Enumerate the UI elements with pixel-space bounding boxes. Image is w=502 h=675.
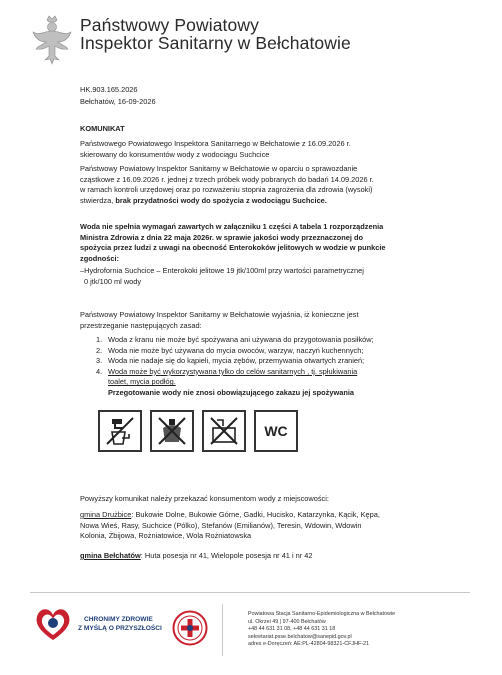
intro-line: Państwowego Powiatowego Inspektora Sanitarnego w Bełchatowie z 16.09.2026 r. bbox=[80, 139, 351, 148]
findings-line: Państwowy Powiatowy Inspektor Sanitarny w Bełchatowie w oparciu o sprawozdanie bbox=[80, 164, 358, 173]
rule-text: Woda nie może być używana do mycia owoców, warzyw, naczyń kuchennych; bbox=[108, 345, 364, 355]
footer-divider bbox=[30, 592, 470, 593]
footer-vertical-divider bbox=[222, 604, 223, 656]
gmina-belchatow-list bbox=[80, 551, 465, 562]
no-washing-icon bbox=[202, 410, 246, 452]
noncompliance-line: Ministra Zdrowia z dnia 22 maja 2026r. w sprawie jakości wody przeznaczonej do bbox=[80, 232, 363, 242]
intro-paragraph bbox=[80, 139, 440, 160]
rule4-line1: Woda może być wykorzystywana tylko do celów sanitarnych , tj. spłukiwania bbox=[108, 366, 358, 376]
eagle-emblem bbox=[30, 14, 74, 66]
noncompliance-block bbox=[80, 222, 450, 264]
footer-contact bbox=[248, 611, 478, 649]
boiling-note: Przegotowanie wody nie znosi obowiązującego zakazu jej spożywania bbox=[108, 387, 354, 397]
rule-item bbox=[96, 367, 456, 388]
sanepid-logo bbox=[172, 610, 208, 646]
header-title-line2: Inspektor Sanitarny w Bełchatowie bbox=[80, 33, 351, 53]
explanation-paragraph bbox=[80, 310, 450, 331]
reference-number: HK.903.165.2026 bbox=[80, 85, 138, 94]
explanation-line: przestrzeganie następujących zasad: bbox=[80, 320, 202, 330]
intro-line: skierowany do konsumentów wody z wodociągu Suchcice bbox=[80, 149, 270, 159]
gmina-line: Kolonia, Żbijowa, Rożniatowice, Wola Rożniatowska bbox=[80, 531, 252, 541]
campaign-line1: CHRONIMY ZDROWIE bbox=[84, 616, 153, 623]
org-email[interactable]: sekretariat.psse.belchatow@sanepid.gov.pl bbox=[248, 633, 352, 640]
findings-line bbox=[80, 196, 450, 207]
campaign-logo bbox=[32, 604, 74, 644]
findings-conclusion: brak przydatności wody do spożycia z wodociągu Suchcice. bbox=[115, 195, 327, 205]
sample-detail-line: 0 jtk/100 ml wody bbox=[84, 276, 142, 286]
gmina-name: gmina Drużbice bbox=[80, 510, 132, 519]
place-date: Bełchatów, 16-09-2026 bbox=[80, 97, 156, 106]
rule-item bbox=[96, 335, 456, 346]
org-phone: +48 44 631 31 08, +48 44 631 31 18 bbox=[248, 626, 336, 633]
no-food-prep-icon bbox=[150, 410, 194, 452]
noncompliance-line: spożycia przez ludzi z uwagi na obecność Enterokoków jelitowych w wodzie w punkcie bbox=[80, 243, 386, 253]
wc-icon bbox=[254, 410, 298, 452]
rule-item bbox=[96, 346, 456, 357]
rule-number: 2. bbox=[96, 345, 103, 355]
rule-text: Woda z kranu nie może być spożywana ani używana do przygotowania posiłków; bbox=[108, 335, 374, 344]
findings-line: cząstkowe z 16.09.2026 r. jednej z trzech próbek wody pobranych do badań 14.09.2026 r. bbox=[80, 174, 374, 184]
campaign-line2: Z MYŚLĄ O PRZYSZŁOŚCI bbox=[78, 625, 162, 632]
gmina-line bbox=[80, 510, 465, 521]
org-address: ul. Okrzei 49 | 97-400 Bełchatów bbox=[248, 618, 326, 625]
gmina-druzbice-list bbox=[80, 510, 465, 542]
findings-line-text: stwierdza, bbox=[80, 195, 114, 205]
no-drinking-icon bbox=[98, 410, 142, 452]
gmina-towns: : Bukowie Dolne, Bukowie Górne, Gadki, Hucisko, Katarzynka, Kącik, Kępa, bbox=[131, 510, 380, 519]
rule-item bbox=[96, 356, 456, 367]
forward-notice: Powyższy komunikat należy przekazać konsumentom wody z miejscowości: bbox=[80, 494, 329, 503]
gmina-line: Nowa Wieś, Rasy, Suchcice (Pólko), Stefanów (Emilianów), Teresin, Wdowin, Wdowin bbox=[80, 520, 362, 530]
document-title: KOMUNIKAT bbox=[80, 124, 125, 133]
org-edoreczenia: adres e-Doręczeń: AE:PL-42804-98321-CFJHF-21 bbox=[248, 641, 370, 648]
rule4-line2: toalet, mycia podłóg. bbox=[108, 377, 176, 387]
gmina-towns: : Huta posesja nr 41, Wielopole posesja nr 41 i nr 42 bbox=[140, 551, 313, 560]
sample-detail bbox=[80, 266, 450, 287]
wc-label: WC bbox=[264, 423, 288, 439]
gmina-name: gmina Bełchatów bbox=[80, 551, 141, 560]
campaign-slogan bbox=[78, 615, 162, 633]
noncompliance-line: zgodności: bbox=[80, 253, 120, 263]
rules-list bbox=[96, 335, 456, 399]
sample-detail-line: –Hydrofornia Suchcice – Enterokoki jelitowe 19 jtk/100ml przy wartości parametrycznej bbox=[80, 266, 364, 275]
header-title-line1: Państwowy Powiatowy bbox=[80, 15, 259, 35]
noncompliance-line: Woda nie spełnia wymagań zawartych w załączniku 1 części A tabela 1 rozporządzenia bbox=[80, 222, 384, 231]
org-name: Powiatowa Stacja Sanitarno-Epidemiologiczna w Bełchatowie bbox=[248, 611, 396, 617]
rule-text: Woda nie nadaje się do kąpieli, mycia zębów, przemywania otwartych zranień; bbox=[108, 356, 365, 366]
pictogram-row bbox=[98, 410, 298, 452]
explanation-line: Państwowy Powiatowy Inspektor Sanitarny w Bełchatowie wyjaśnia, iż konieczne jest bbox=[80, 310, 359, 319]
rule-text bbox=[108, 367, 357, 388]
rule-number: 3. bbox=[96, 356, 103, 366]
rule-number: 4. bbox=[96, 366, 103, 376]
rule-number: 1. bbox=[96, 335, 103, 344]
findings-paragraph bbox=[80, 164, 450, 206]
findings-line: w ramach kontroli urzędowej oraz po rozważeniu stopnia zagrożenia dla zdrowia (wysoki) bbox=[80, 185, 373, 195]
